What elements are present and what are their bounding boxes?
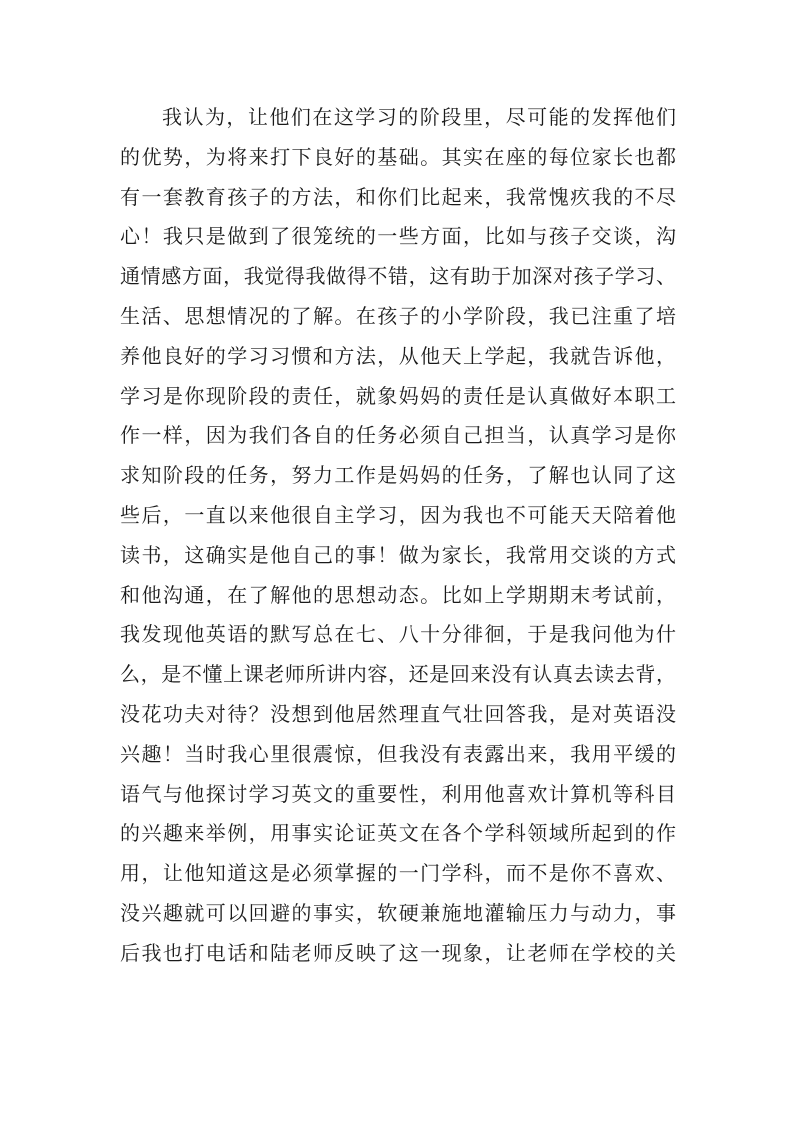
paragraph-line-10: 求知阶段的任务，努力工作是妈妈的任务，了解也认同了这 <box>120 463 676 488</box>
paragraph-line-15: 么，是不懂上课老师所讲内容，还是回来没有认真去读去背， <box>120 662 676 687</box>
paragraph-line-8: 学习是你现阶段的责任，就象妈妈的责任是认真做好本职工 <box>120 383 676 408</box>
paragraph-line-12: 读书，这确实是他自己的事！做为家长，我常用交谈的方式 <box>120 542 676 567</box>
paragraph-line-1: 我认为，让他们在这学习的阶段里，尽可能的发挥他们 <box>162 105 676 129</box>
paragraph-line-21: 没兴趣就可以回避的事实，软硬兼施地灌输压力与动力，事 <box>120 900 676 925</box>
paragraph-line-19: 的兴趣来举例，用事实论证英文在各个学科领域所起到的作 <box>120 821 676 846</box>
paragraph-line-5: 通情感方面，我觉得我做得不错，这有助于加深对孩子学习、 <box>120 264 676 289</box>
paragraph-line-18: 语气与他探讨学习英文的重要性，利用他喜欢计算机等科目 <box>120 781 676 806</box>
paragraph-line-14: 我发现他英语的默写总在七、八十分徘徊，于是我问他为什 <box>120 622 676 647</box>
paragraph-line-7: 养他良好的学习习惯和方法，从他天上学起，我就告诉他， <box>120 343 676 368</box>
paragraph-body <box>120 98 676 974</box>
paragraph-line-22: 后我也打电话和陆老师反映了这一现象，让老师在学校的关 <box>120 940 676 965</box>
paragraph-line-13: 和他沟通，在了解他的思想动态。比如上学期期末考试前， <box>120 582 676 607</box>
paragraph-line-4: 心！我只是做到了很笼统的一些方面，比如与孩子交谈，沟 <box>120 224 676 249</box>
paragraph-line-9: 作一样，因为我们各自的任务必须自己担当，认真学习是你 <box>120 423 676 448</box>
paragraph-line-2: 的优势，为将来打下良好的基础。其实在座的每位家长也都 <box>120 144 676 169</box>
paragraph-line-17: 兴趣！当时我心里很震惊，但我没有表露出来，我用平缓的 <box>120 741 676 766</box>
paragraph-line-11: 些后，一直以来他很自主学习，因为我也不可能天天陪着他 <box>120 502 676 527</box>
paragraph-line-16: 没花功夫对待？没想到他居然理直气壮回答我，是对英语没 <box>120 701 676 726</box>
paragraph-line-6: 生活、思想情况的了解。在孩子的小学阶段，我已注重了培 <box>120 303 676 328</box>
paragraph-line-20: 用，让他知道这是必须掌握的一门学科，而不是你不喜欢、 <box>120 861 676 886</box>
paragraph-line-3: 有一套教育孩子的方法，和你们比起来，我常愧疚我的不尽 <box>120 184 676 209</box>
